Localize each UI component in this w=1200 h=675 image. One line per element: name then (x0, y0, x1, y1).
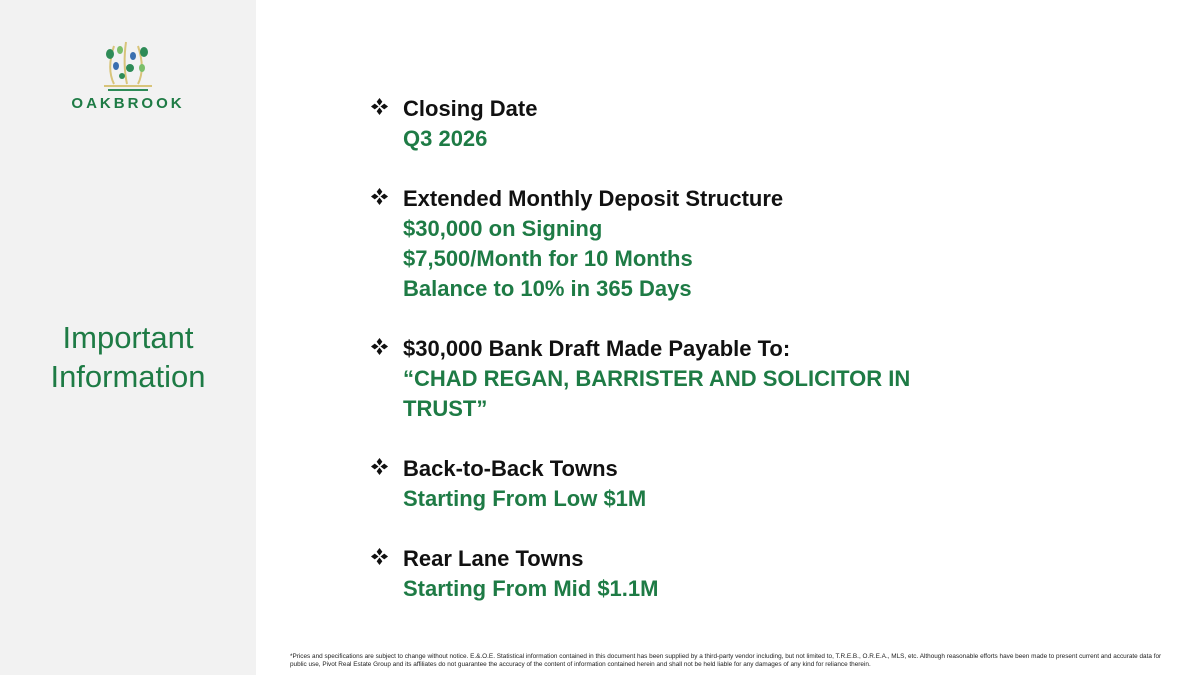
item-detail: $7,500/Month for 10 Months (403, 246, 693, 271)
list-item-deposit-structure (370, 184, 990, 304)
item-detail: Q3 2026 (403, 126, 488, 151)
four-diamond-bullet-icon (370, 97, 389, 116)
four-diamond-bullet-icon (370, 337, 389, 356)
item-detail: Starting From Mid $1.1M (403, 576, 659, 601)
four-diamond-bullet-icon (370, 457, 389, 476)
four-diamond-bullet-icon (370, 547, 389, 566)
item-title: Closing Date (403, 96, 538, 121)
page-title-line2: Information (50, 359, 206, 394)
list-item-rear-lane-towns (370, 544, 990, 604)
page-title (0, 318, 256, 396)
disclaimer-text: *Prices and specifications are subject to change without notice. E.&.O.E. Statistical information contained in this document has been supplied by a third-party vendor including, but not limited to, T.R.E.B., O.R.E.A., MLS, etc. Although reasonable efforts have been made to present current and accurate data for public use, Pivot Real Estate Group and its affiliates do not guarantee the accuracy of the content of information contained herein and shall not be held liable for any damages of any kind for reliance therein. (290, 653, 1162, 669)
tree-emblem-icon (100, 40, 156, 92)
logo-wordmark: OAKBROOK (71, 95, 185, 112)
oakbrook-logo (58, 40, 198, 120)
item-detail: “CHAD REGAN, BARRISTER AND SOLICITOR IN (403, 366, 911, 391)
item-detail: $30,000 on Signing (403, 216, 603, 241)
item-detail: Starting From Low $1M (403, 486, 647, 511)
list-item-closing-date (370, 94, 990, 154)
item-title: Rear Lane Towns (403, 546, 584, 571)
list-item-back-to-back-towns (370, 454, 990, 514)
information-list (370, 94, 990, 634)
item-title: $30,000 Bank Draft Made Payable To: (403, 336, 791, 361)
page-title-line1: Important (62, 320, 194, 355)
list-item-bank-draft (370, 334, 990, 424)
sidebar-panel (0, 0, 256, 675)
four-diamond-bullet-icon (370, 187, 389, 206)
item-detail: TRUST” (403, 396, 488, 421)
item-detail: Balance to 10% in 365 Days (403, 276, 692, 301)
item-title: Back-to-Back Towns (403, 456, 618, 481)
item-title: Extended Monthly Deposit Structure (403, 186, 784, 211)
